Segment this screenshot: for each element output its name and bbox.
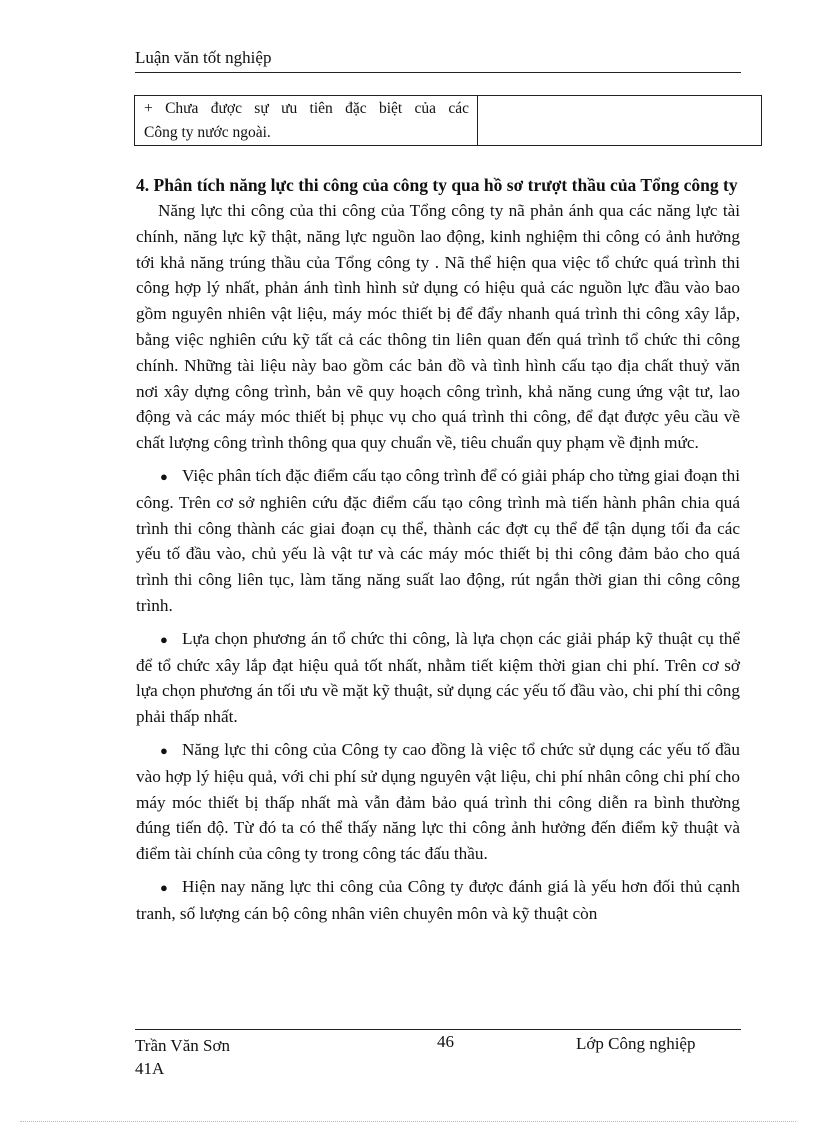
bullet-paragraph (136, 874, 740, 927)
intro-paragraph: Năng lực thi công của thi công của Tổng công ty nã phản ánh qua các năng lực tài chính, năng lực kỹ thật, năng lực nguồn lao động, kinh nghiệm thi công có ảnh hưởng tới khả năng trúng thầu của Tổng công ty . Nã thể hiện qua việc tổ chức quá trình thi công hợp lý nhất, phản ánh tình hình sử dụng có hiệu quả các nguồn lực đầu vào bao gồm nguyên nhiên vật liệu, máy móc thiết bị để đẩy nhanh quá trình thi công xây lắp, bằng việc nghiên cứu kỹ tất cả các thông tin liên quan đến quá trình tổ chức thi công chính. Những tài liệu này bao gồm các bản đồ và tình hình cấu tạo địa chất thuỷ văn nơi xây dựng công trình, bản vẽ quy hoạch công trình, khả năng cung ứng vật tư, lao động và các máy móc thiết bị phục vụ cho quá trình thi công, để đạt được yêu cầu về chất lượng công trình thông qua quy chuẩn về, tiêu chuẩn quy phạm về định mức. (136, 201, 740, 453)
table-cell-line: + Chưa được sự ưu tiên đặc biệt của các (144, 100, 469, 117)
table-cell-right (478, 96, 761, 145)
bullet-text: Việc phân tích đặc điểm cấu tạo công trình để có giải pháp cho từng giai đoạn thi công. Trên cơ sở nghiên cứu đặc điểm cấu tạo công trình mà tiến hành phân chia quá trình thi công thành các giai đoạn cụ thể, thành các đợt cụ thể để tận dụng tối đa các yếu tố đầu vào, chủ yếu là vật tư và các máy móc thiết bị thi công đảm bảo cho quá trình thi công liên tục, làm tăng năng suất lao động, rút ngắn thời gian thi công công trình. (136, 465, 740, 615)
bullet-text: Năng lực thi công của Công ty cao đồng là việc tổ chức sử dụng các yếu tố đầu vào hợp lý hiệu quả, với chi phí sử dụng nguyên vật liệu, chi phí nhân công chi phí cho máy móc thiết bị thấp nhất mà vẫn đảm bảo quá trình thi công diễn ra bình thường đúng tiến độ. Từ đó ta có thể thấy năng lực thi công ảnh hưởng đến điểm kỹ thuật và điểm tài chính của công ty trong công tác đấu thầu. (136, 739, 740, 864)
footer-author-class: 41A (135, 1059, 165, 1078)
bullet-icon: ● (160, 631, 168, 647)
bullet-text: Lựa chọn phương án tổ chức thi công, là lựa chọn các giải pháp kỹ thuật cụ thể để tổ chức xây lắp đạt hiệu quả tốt nhất, nhằm tiết kiệm thời gian chi phí. Trên cơ sở lựa chọn phương án tối ưu về mặt kỹ thuật, sử dụng các yếu tố đầu vào, chi phí thi công phải thấp nhất. (136, 628, 740, 727)
page-number: 46 (437, 1032, 454, 1051)
section-heading: 4. Phân tích năng lực thi công của công ty qua hồ sơ trượt thầu của Tổng công ty (136, 175, 738, 195)
section-body (136, 172, 740, 927)
table-cell-left (135, 96, 478, 145)
bullet-paragraph (136, 626, 740, 730)
bullet-text: Hiện nay năng lực thi công của Công ty được đánh giá là yếu hơn đối thủ cạnh tranh, số lượng cán bộ công nhân viên chuyên môn và kỹ thuật còn (136, 876, 740, 923)
footer-divider (135, 1029, 741, 1030)
footer-author-name: Trần Văn Sơn (135, 1036, 230, 1055)
footer-author (135, 1034, 230, 1080)
bullet-icon: ● (160, 879, 168, 895)
bullet-paragraph (136, 463, 740, 619)
bullet-icon: ● (160, 468, 168, 484)
bullet-paragraph (136, 737, 740, 867)
header-divider (135, 72, 741, 73)
continuation-table (134, 95, 762, 146)
running-header: Luận văn tốt nghiệp (135, 48, 272, 67)
page-edge-divider (20, 1121, 796, 1122)
bullet-icon: ● (160, 742, 168, 758)
table-cell-line: Công ty nước ngoài. (144, 124, 271, 141)
footer-class-name: Lớp Công nghiệp (576, 1034, 696, 1053)
